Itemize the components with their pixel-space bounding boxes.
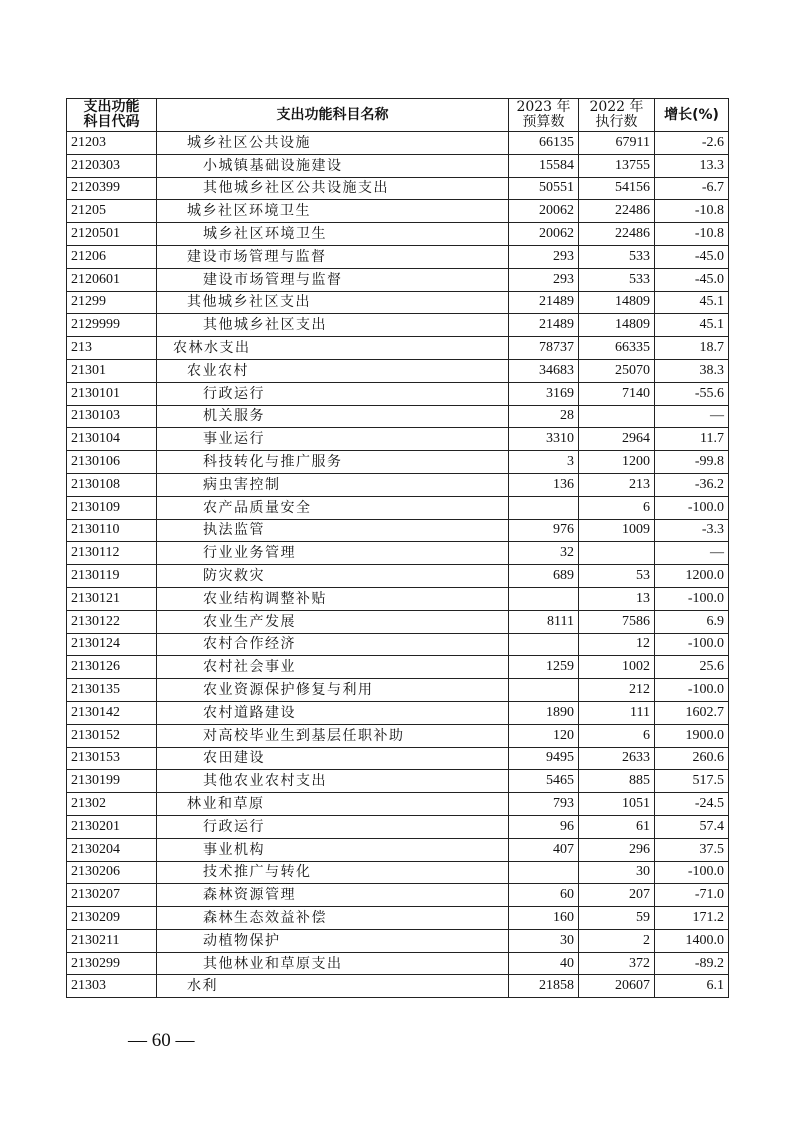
row-name: 执法监管 <box>157 519 509 542</box>
table-row <box>67 154 729 177</box>
table-row <box>67 496 729 519</box>
row-growth: 11.7 <box>655 428 729 451</box>
row-code: 2130199 <box>67 770 157 793</box>
table-row <box>67 268 729 291</box>
table-row <box>67 587 729 610</box>
row-actual-2022: 59 <box>579 907 655 930</box>
row-budget-2023: 34683 <box>509 359 579 382</box>
table-row <box>67 382 729 405</box>
row-actual-2022: 213 <box>579 473 655 496</box>
row-code: 2120601 <box>67 268 157 291</box>
header-name: 支出功能科目名称 <box>157 99 509 132</box>
row-growth: — <box>655 405 729 428</box>
row-budget-2023: 1259 <box>509 656 579 679</box>
row-code: 213 <box>67 337 157 360</box>
row-name: 技术推广与转化 <box>157 861 509 884</box>
row-actual-2022: 13755 <box>579 154 655 177</box>
row-name: 对高校毕业生到基层任职补助 <box>157 724 509 747</box>
row-actual-2022: 2 <box>579 929 655 952</box>
row-growth: — <box>655 542 729 565</box>
row-growth: 37.5 <box>655 838 729 861</box>
table-row <box>67 747 729 770</box>
header-actual: 2022 年 执行数 <box>579 99 655 132</box>
row-code: 2130206 <box>67 861 157 884</box>
row-name: 城乡社区环境卫生 <box>157 200 509 223</box>
table-row <box>67 701 729 724</box>
row-actual-2022 <box>579 542 655 565</box>
row-actual-2022: 30 <box>579 861 655 884</box>
header-growth: 增长(%) <box>655 99 729 132</box>
budget-table <box>66 98 729 998</box>
row-name: 农村社会事业 <box>157 656 509 679</box>
row-code: 21303 <box>67 975 157 998</box>
row-code: 2130299 <box>67 952 157 975</box>
row-budget-2023: 689 <box>509 565 579 588</box>
row-budget-2023: 3169 <box>509 382 579 405</box>
table-row <box>67 223 729 246</box>
row-code: 2130207 <box>67 884 157 907</box>
row-actual-2022: 2964 <box>579 428 655 451</box>
row-code: 21302 <box>67 793 157 816</box>
row-code: 2120399 <box>67 177 157 200</box>
row-code: 2130124 <box>67 633 157 656</box>
row-actual-2022: 212 <box>579 679 655 702</box>
row-code: 2130153 <box>67 747 157 770</box>
table-row <box>67 177 729 200</box>
table-row <box>67 907 729 930</box>
table-row <box>67 428 729 451</box>
row-name: 小城镇基础设施建设 <box>157 154 509 177</box>
header-code: 支出功能 科目代码 <box>67 99 157 132</box>
table-row <box>67 451 729 474</box>
row-budget-2023 <box>509 496 579 519</box>
table-row <box>67 610 729 633</box>
row-actual-2022: 296 <box>579 838 655 861</box>
row-budget-2023: 21489 <box>509 314 579 337</box>
row-budget-2023: 3 <box>509 451 579 474</box>
row-budget-2023: 293 <box>509 245 579 268</box>
row-name: 城乡社区环境卫生 <box>157 223 509 246</box>
row-actual-2022: 22486 <box>579 200 655 223</box>
row-budget-2023: 21858 <box>509 975 579 998</box>
row-actual-2022: 1002 <box>579 656 655 679</box>
row-growth: -3.3 <box>655 519 729 542</box>
row-name: 农业结构调整补贴 <box>157 587 509 610</box>
row-budget-2023: 976 <box>509 519 579 542</box>
row-name: 农业资源保护修复与利用 <box>157 679 509 702</box>
row-budget-2023: 293 <box>509 268 579 291</box>
table-row <box>67 793 729 816</box>
table-header <box>67 99 729 132</box>
row-code: 2130211 <box>67 929 157 952</box>
row-code: 2130204 <box>67 838 157 861</box>
row-name: 森林资源管理 <box>157 884 509 907</box>
row-growth: -100.0 <box>655 679 729 702</box>
row-actual-2022: 20607 <box>579 975 655 998</box>
table-row <box>67 724 729 747</box>
row-code: 2130106 <box>67 451 157 474</box>
table-row <box>67 929 729 952</box>
row-actual-2022: 7586 <box>579 610 655 633</box>
row-budget-2023: 30 <box>509 929 579 952</box>
row-budget-2023: 160 <box>509 907 579 930</box>
table-row <box>67 565 729 588</box>
row-growth: 1200.0 <box>655 565 729 588</box>
row-actual-2022: 25070 <box>579 359 655 382</box>
row-name: 其他农业农村支出 <box>157 770 509 793</box>
row-growth: -36.2 <box>655 473 729 496</box>
row-growth: -55.6 <box>655 382 729 405</box>
row-actual-2022: 13 <box>579 587 655 610</box>
row-code: 2120501 <box>67 223 157 246</box>
row-name: 建设市场管理与监督 <box>157 268 509 291</box>
row-name: 事业运行 <box>157 428 509 451</box>
row-name: 其他城乡社区公共设施支出 <box>157 177 509 200</box>
row-code: 2130108 <box>67 473 157 496</box>
row-name: 农产品质量安全 <box>157 496 509 519</box>
table-row <box>67 200 729 223</box>
row-actual-2022: 1051 <box>579 793 655 816</box>
row-growth: 57.4 <box>655 815 729 838</box>
row-actual-2022: 6 <box>579 496 655 519</box>
row-budget-2023: 136 <box>509 473 579 496</box>
row-growth: 171.2 <box>655 907 729 930</box>
row-budget-2023 <box>509 679 579 702</box>
row-name: 农村道路建设 <box>157 701 509 724</box>
row-name: 农业生产发展 <box>157 610 509 633</box>
row-budget-2023: 9495 <box>509 747 579 770</box>
row-code: 21205 <box>67 200 157 223</box>
table-row <box>67 245 729 268</box>
row-actual-2022: 111 <box>579 701 655 724</box>
row-actual-2022: 67911 <box>579 132 655 155</box>
row-code: 2130119 <box>67 565 157 588</box>
row-name: 森林生态效益补偿 <box>157 907 509 930</box>
row-name: 其他城乡社区支出 <box>157 314 509 337</box>
row-budget-2023: 50551 <box>509 177 579 200</box>
row-actual-2022: 372 <box>579 952 655 975</box>
table-row <box>67 633 729 656</box>
row-name: 建设市场管理与监督 <box>157 245 509 268</box>
row-growth: 260.6 <box>655 747 729 770</box>
row-name: 水利 <box>157 975 509 998</box>
row-actual-2022: 14809 <box>579 291 655 314</box>
row-growth: 18.7 <box>655 337 729 360</box>
row-name: 农田建设 <box>157 747 509 770</box>
row-growth: 1900.0 <box>655 724 729 747</box>
row-actual-2022: 61 <box>579 815 655 838</box>
table-row <box>67 656 729 679</box>
row-budget-2023: 5465 <box>509 770 579 793</box>
row-name: 防灾救灾 <box>157 565 509 588</box>
row-actual-2022: 885 <box>579 770 655 793</box>
table-body <box>67 132 729 998</box>
row-growth: -45.0 <box>655 268 729 291</box>
row-growth: -6.7 <box>655 177 729 200</box>
table-row <box>67 861 729 884</box>
table-row <box>67 291 729 314</box>
row-growth: -99.8 <box>655 451 729 474</box>
row-growth: 25.6 <box>655 656 729 679</box>
table-row <box>67 679 729 702</box>
table-row <box>67 952 729 975</box>
row-budget-2023: 60 <box>509 884 579 907</box>
row-name: 农村合作经济 <box>157 633 509 656</box>
row-code: 2130101 <box>67 382 157 405</box>
row-budget-2023: 40 <box>509 952 579 975</box>
row-name: 城乡社区公共设施 <box>157 132 509 155</box>
row-growth: -100.0 <box>655 496 729 519</box>
row-code: 2130110 <box>67 519 157 542</box>
row-code: 21299 <box>67 291 157 314</box>
row-growth: 517.5 <box>655 770 729 793</box>
row-code: 2129999 <box>67 314 157 337</box>
table-row <box>67 473 729 496</box>
row-budget-2023 <box>509 633 579 656</box>
row-name: 林业和草原 <box>157 793 509 816</box>
row-growth: -100.0 <box>655 633 729 656</box>
row-budget-2023: 407 <box>509 838 579 861</box>
row-growth: 38.3 <box>655 359 729 382</box>
row-name: 事业机构 <box>157 838 509 861</box>
table-row <box>67 359 729 382</box>
row-actual-2022: 54156 <box>579 177 655 200</box>
table-row <box>67 519 729 542</box>
table-row <box>67 815 729 838</box>
table-row <box>67 838 729 861</box>
row-name: 病虫害控制 <box>157 473 509 496</box>
row-code: 2130112 <box>67 542 157 565</box>
row-code: 2130109 <box>67 496 157 519</box>
row-budget-2023: 3310 <box>509 428 579 451</box>
row-growth: 6.1 <box>655 975 729 998</box>
row-name: 行政运行 <box>157 815 509 838</box>
row-budget-2023: 793 <box>509 793 579 816</box>
row-actual-2022: 1200 <box>579 451 655 474</box>
table-row <box>67 542 729 565</box>
table-row <box>67 975 729 998</box>
row-budget-2023: 32 <box>509 542 579 565</box>
row-actual-2022: 533 <box>579 268 655 291</box>
row-growth: -24.5 <box>655 793 729 816</box>
row-budget-2023: 78737 <box>509 337 579 360</box>
row-growth: -10.8 <box>655 200 729 223</box>
row-code: 2130104 <box>67 428 157 451</box>
row-code: 21203 <box>67 132 157 155</box>
row-growth: 45.1 <box>655 291 729 314</box>
row-budget-2023: 28 <box>509 405 579 428</box>
row-budget-2023: 20062 <box>509 223 579 246</box>
row-growth: 1602.7 <box>655 701 729 724</box>
row-code: 2130103 <box>67 405 157 428</box>
row-actual-2022: 14809 <box>579 314 655 337</box>
row-name: 机关服务 <box>157 405 509 428</box>
table-row <box>67 314 729 337</box>
row-name: 其他城乡社区支出 <box>157 291 509 314</box>
header-budget: 2023 年 预算数 <box>509 99 579 132</box>
row-name: 农业农村 <box>157 359 509 382</box>
row-budget-2023 <box>509 587 579 610</box>
row-growth: -10.8 <box>655 223 729 246</box>
row-budget-2023: 8111 <box>509 610 579 633</box>
table-row <box>67 132 729 155</box>
row-code: 21301 <box>67 359 157 382</box>
row-actual-2022: 22486 <box>579 223 655 246</box>
row-growth: 45.1 <box>655 314 729 337</box>
row-actual-2022: 12 <box>579 633 655 656</box>
row-growth: -71.0 <box>655 884 729 907</box>
row-code: 21206 <box>67 245 157 268</box>
table-row <box>67 770 729 793</box>
row-actual-2022: 7140 <box>579 382 655 405</box>
row-name: 行政运行 <box>157 382 509 405</box>
row-growth: 13.3 <box>655 154 729 177</box>
row-budget-2023: 1890 <box>509 701 579 724</box>
row-growth: -89.2 <box>655 952 729 975</box>
row-growth: 1400.0 <box>655 929 729 952</box>
row-code: 2130126 <box>67 656 157 679</box>
row-code: 2130121 <box>67 587 157 610</box>
row-growth: 6.9 <box>655 610 729 633</box>
row-budget-2023: 66135 <box>509 132 579 155</box>
table-row <box>67 405 729 428</box>
row-actual-2022 <box>579 405 655 428</box>
row-actual-2022: 1009 <box>579 519 655 542</box>
row-budget-2023: 21489 <box>509 291 579 314</box>
row-name: 行业业务管理 <box>157 542 509 565</box>
row-actual-2022: 2633 <box>579 747 655 770</box>
table-row <box>67 337 729 360</box>
row-name: 动植物保护 <box>157 929 509 952</box>
row-code: 2130209 <box>67 907 157 930</box>
row-budget-2023: 15584 <box>509 154 579 177</box>
row-actual-2022: 207 <box>579 884 655 907</box>
row-growth: -100.0 <box>655 587 729 610</box>
row-growth: -2.6 <box>655 132 729 155</box>
row-code: 2130135 <box>67 679 157 702</box>
row-code: 2130122 <box>67 610 157 633</box>
row-name: 农林水支出 <box>157 337 509 360</box>
row-growth: -45.0 <box>655 245 729 268</box>
row-code: 2130201 <box>67 815 157 838</box>
row-actual-2022: 66335 <box>579 337 655 360</box>
row-actual-2022: 533 <box>579 245 655 268</box>
row-actual-2022: 6 <box>579 724 655 747</box>
row-budget-2023 <box>509 861 579 884</box>
row-code: 2130142 <box>67 701 157 724</box>
row-actual-2022: 53 <box>579 565 655 588</box>
table-row <box>67 884 729 907</box>
row-name: 科技转化与推广服务 <box>157 451 509 474</box>
row-budget-2023: 120 <box>509 724 579 747</box>
row-name: 其他林业和草原支出 <box>157 952 509 975</box>
row-budget-2023: 20062 <box>509 200 579 223</box>
row-code: 2120303 <box>67 154 157 177</box>
row-growth: -100.0 <box>655 861 729 884</box>
row-code: 2130152 <box>67 724 157 747</box>
page-number: — 60 — <box>128 1030 195 1051</box>
row-budget-2023: 96 <box>509 815 579 838</box>
